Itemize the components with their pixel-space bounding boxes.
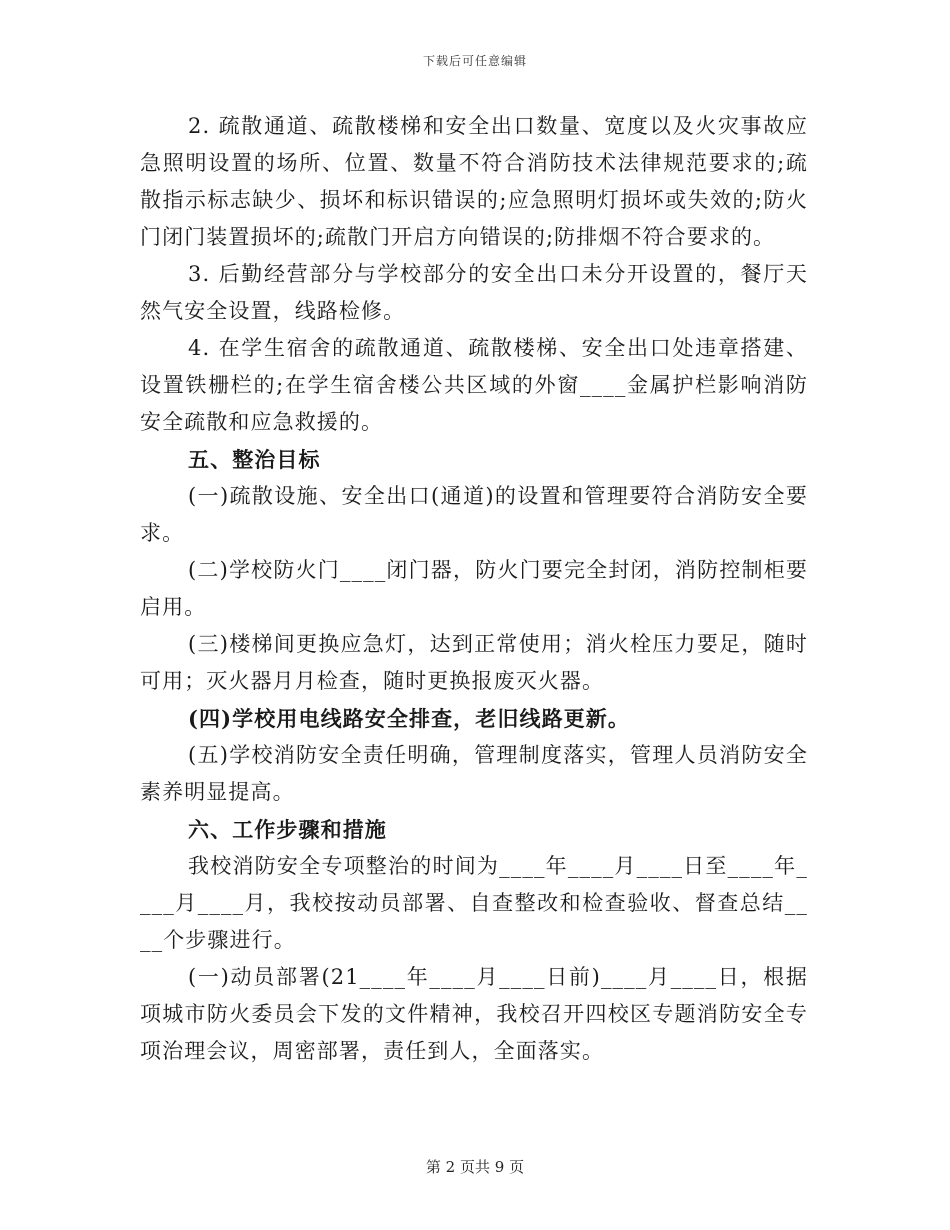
paragraph-item-4: 4. 在学生宿舍的疏散通道、疏散楼梯、安全出口处违章搭建、设置铁栅栏的;在学生宿舍楼公共区域的外窗____金属护栏影响消防安全疏散和应急救援的。 (140, 336, 808, 434)
paragraph-item-2: 2. 疏散通道、疏散楼梯和安全出口数量、宽度以及火灾事故应急照明设置的场所、位置、数量不符合消防技术法律规范要求的;疏散指示标志缺少、损坏和标识错误的;应急照明灯损坏或失效的;防火门闭门装置损坏的;疏散门开启方向错误的;防排烟不符合要求的。 (140, 114, 808, 249)
paragraph-item-3: 3. 后勤经营部分与学校部分的安全出口未分开设置的，餐厅天然气安全设置，线路检修。 (140, 262, 808, 323)
page-header: 下载后可任意编辑 (422, 54, 527, 68)
steps-intro-paragraph: 我校消防安全专项整治的时间为____年____月____日至____年____月____月，我校按动员部署、自查整改和检查验收、督查总结____个步骤进行。 (140, 854, 808, 952)
document-body (140, 108, 808, 1070)
goal-item-5: (五)学校消防安全责任明确，管理制度落实，管理人员消防安全素养明显提高。 (140, 743, 808, 804)
page-footer: 第 2 页共 9 页 (425, 1158, 525, 1176)
goal-item-1: (一)疏散设施、安全出口(通道)的设置和管理要符合消防安全要求。 (140, 484, 808, 545)
goal-item-2: (二)学校防火门____闭门器，防火门要完全封闭，消防控制柜要启用。 (140, 558, 808, 619)
goal-item-3: (三)楼梯间更换应急灯，达到正常使用；消火栓压力要足，随时可用；灭火器月月检查，随时更换报废灭火器。 (140, 632, 808, 693)
section-heading-goals: 五、整治目标 (188, 447, 321, 472)
section-heading-steps: 六、工作步骤和措施 (188, 817, 387, 842)
goal-item-4: (四)学校用电线路安全排查，老旧线路更新。 (188, 706, 630, 731)
step-item-1: (一)动员部署(21____年____月____日前)____月____日，根据项城市防火委员会下发的文件精神，我校召开四校区专题消防安全专项治理会议，周密部署，责任到人，全面落实。 (140, 965, 808, 1063)
